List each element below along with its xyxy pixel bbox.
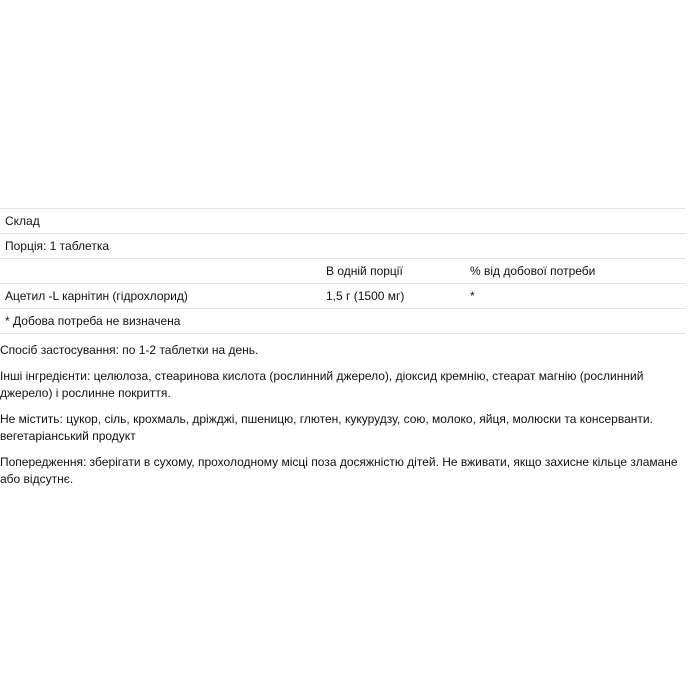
table-header-row bbox=[0, 258, 686, 283]
table-title: Склад bbox=[5, 214, 40, 228]
table-title-row bbox=[0, 208, 686, 233]
free-of-text: Не містить: цукор, сіль, крохмаль, дріжджі, пшеницю, глютен, кукурудзу, сою, молоко, яйця, молюски та консерванти. bbox=[0, 412, 653, 426]
ingredient-row bbox=[0, 283, 686, 308]
vegetarian-text: вегетаріанський продукт bbox=[0, 429, 136, 443]
product-notes bbox=[0, 342, 684, 488]
daily-value-header: % від добової потреби bbox=[470, 264, 596, 278]
footnote-row bbox=[0, 308, 686, 334]
free-of-block bbox=[0, 411, 684, 445]
ingredient-name: Ацетил -L карнітин (гідрохлорид) bbox=[5, 289, 188, 303]
usage-text: Спосіб застосування: по 1-2 таблетки на день. bbox=[0, 343, 259, 357]
other-ingredients-text: Інші інгредієнти: целюлоза, стеаринова кислота (рослинний джерело), діоксид кремнію, стеарат магнію (рослинний джерело) і рослинне покриття. bbox=[0, 369, 644, 400]
supplement-facts-table bbox=[0, 208, 686, 334]
serving-size: Порція: 1 таблетка bbox=[5, 239, 110, 253]
daily-value-footnote: * Добова потреба не визначена bbox=[5, 314, 181, 328]
serving-size-row bbox=[0, 233, 686, 258]
warning-text: Попередження: зберігати в сухому, прохолодному місці поза досяжністю дітей. Не вживати, якщо захисне кільце зламане або відсутнє. bbox=[0, 455, 678, 486]
ingredient-amount: 1,5 г (1500 мг) bbox=[326, 289, 405, 303]
ingredient-daily-value: * bbox=[470, 289, 475, 303]
amount-per-serving-header: В одній порції bbox=[326, 264, 403, 278]
